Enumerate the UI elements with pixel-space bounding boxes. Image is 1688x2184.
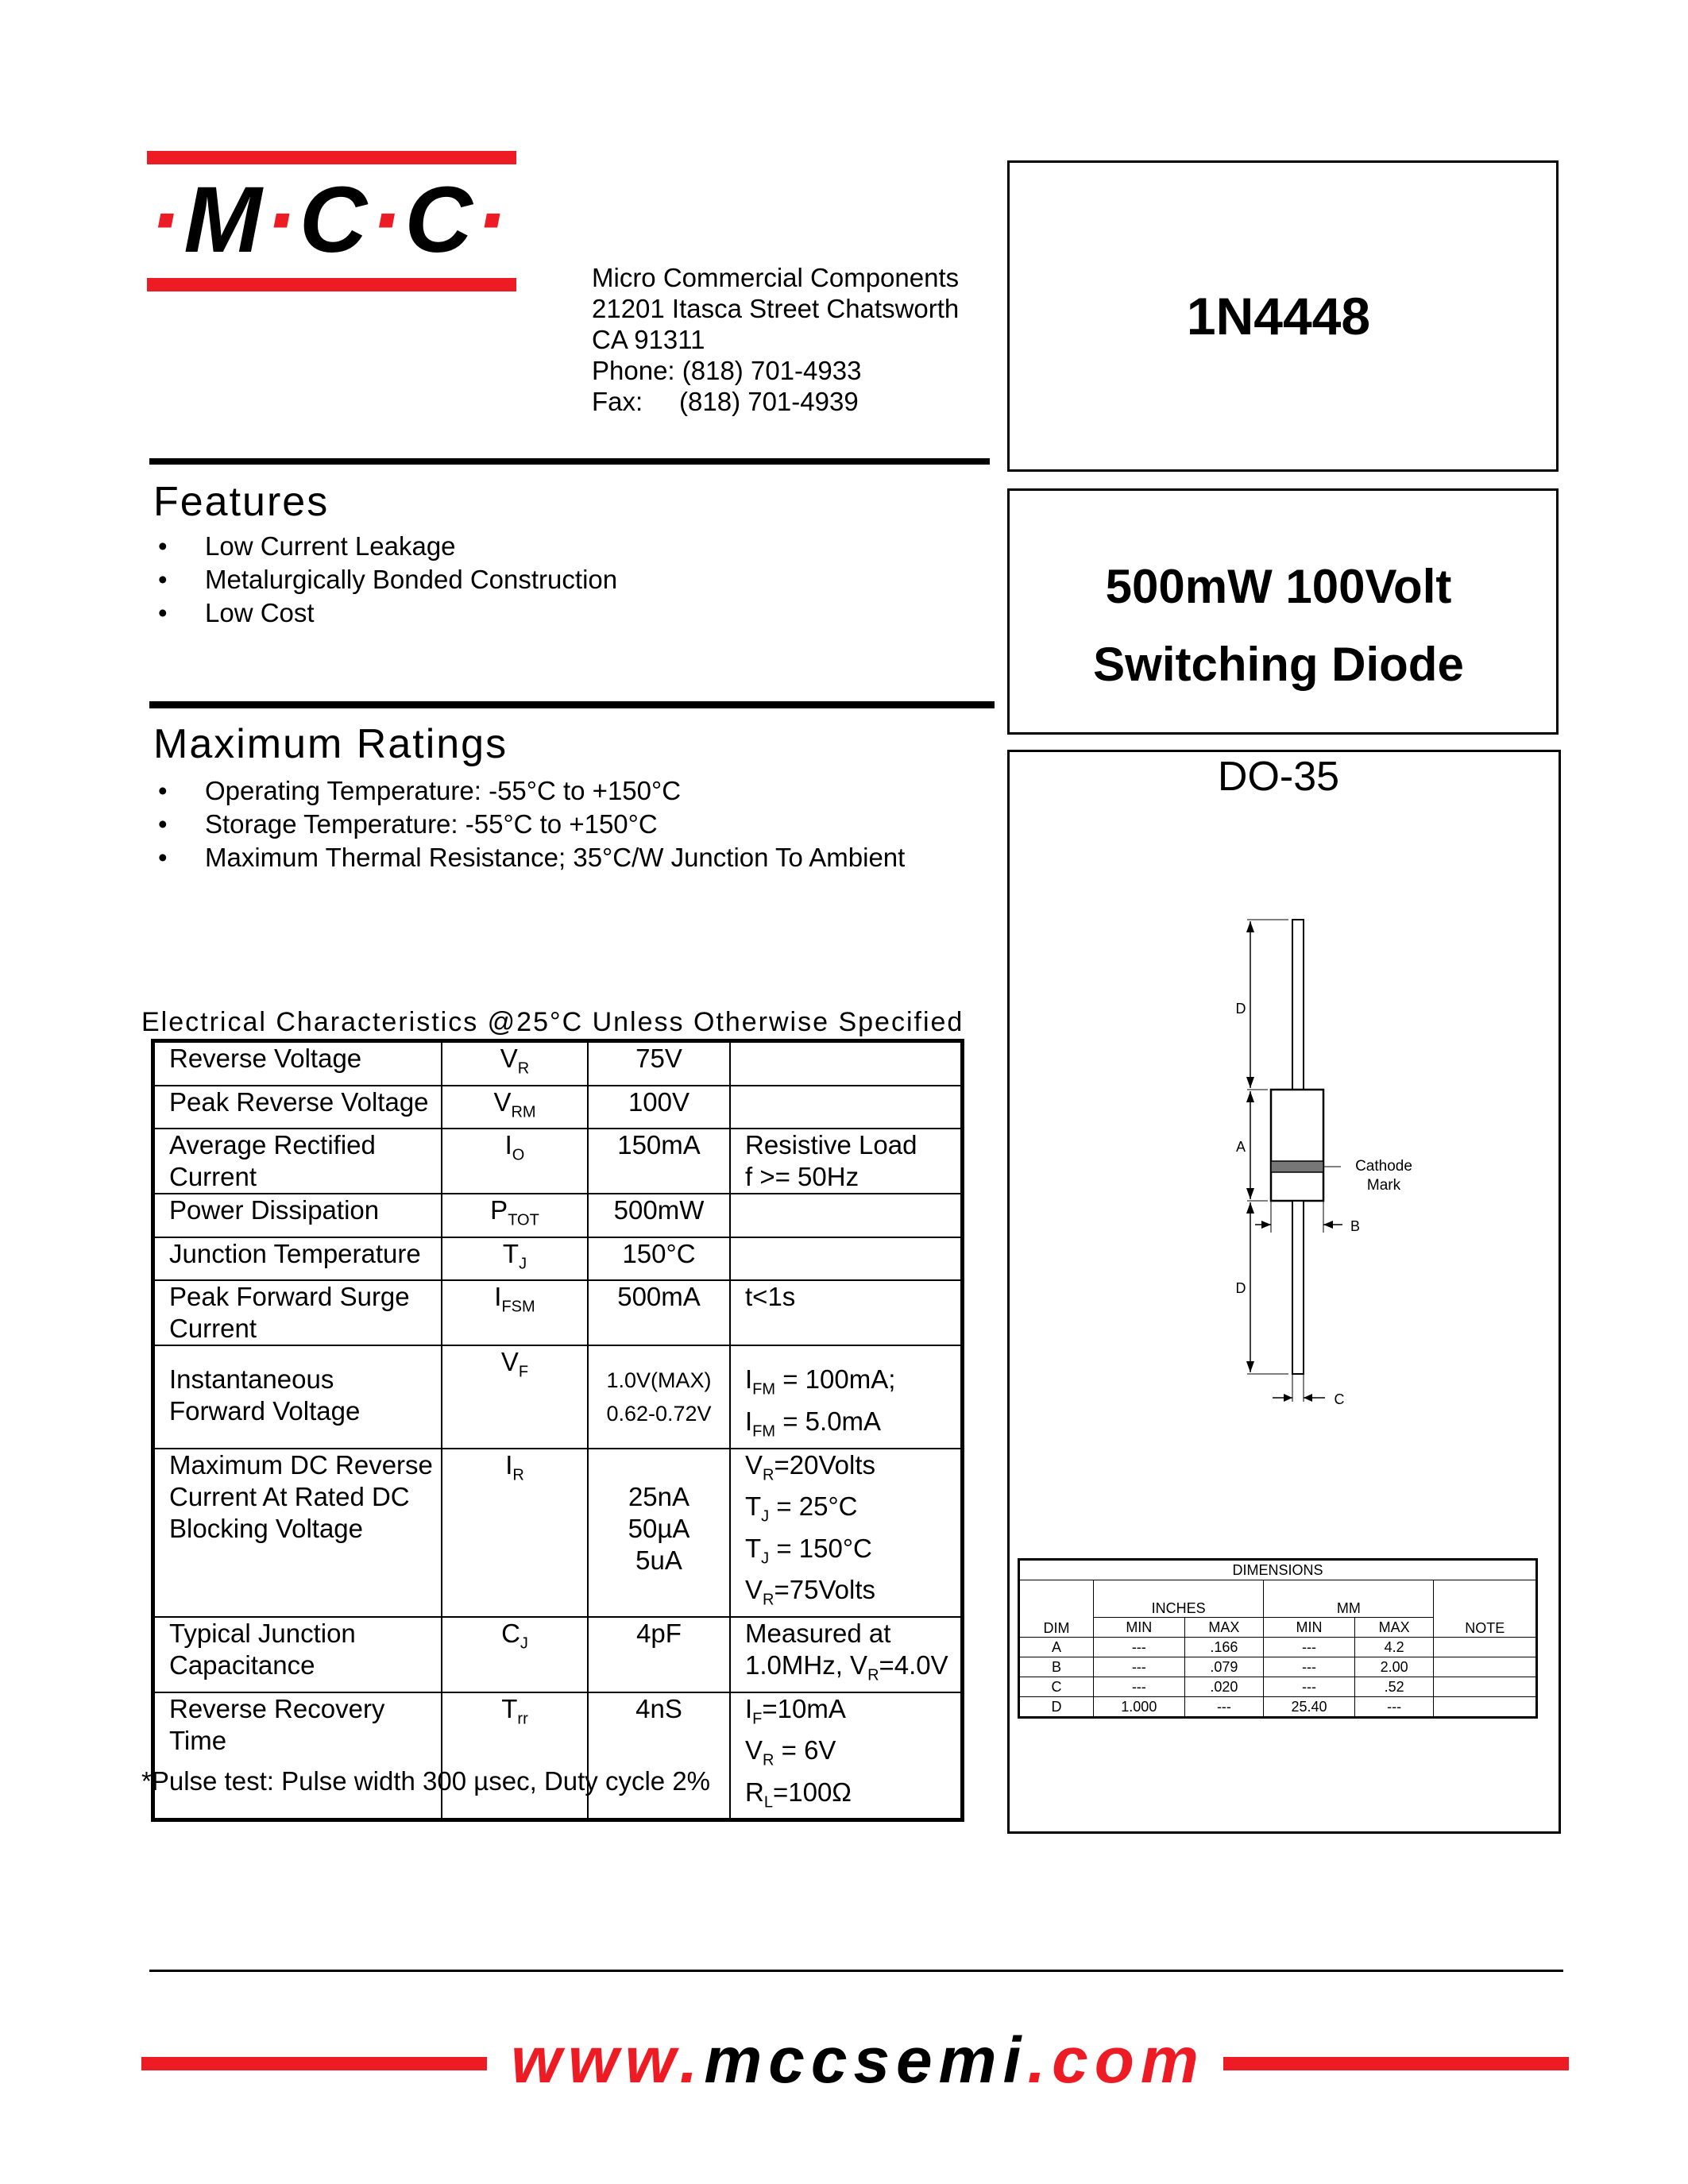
min-header: MIN — [1094, 1618, 1185, 1638]
dimension-cell — [1434, 1657, 1537, 1677]
inches-header: INCHES — [1094, 1580, 1264, 1618]
logo-top-bar — [147, 151, 516, 164]
lead-bottom — [1292, 1201, 1304, 1374]
dimensions-title: DIMENSIONS — [1019, 1560, 1537, 1580]
dimension-cell: D — [1019, 1697, 1094, 1718]
do35-outline-drawing — [1215, 905, 1454, 1422]
dim-label-d-top: D — [1235, 1001, 1246, 1017]
dimension-cell — [1434, 1697, 1537, 1718]
cathode-band — [1271, 1161, 1323, 1172]
symbol-cell: $I_O$ — [442, 1129, 588, 1194]
dimension-cell — [1434, 1638, 1537, 1657]
dimension-cell: --- — [1264, 1657, 1355, 1677]
dimension-cell: 4.2 — [1354, 1638, 1434, 1657]
address-line: CA 91311 — [592, 325, 705, 354]
dimension-cell: .52 — [1354, 1677, 1434, 1697]
value-cell: 100V — [588, 1086, 730, 1129]
note-header: NOTE — [1434, 1580, 1537, 1638]
rating-item: • Maximum Thermal Resistance; 35°C/W Junction To Ambient — [153, 841, 905, 874]
condition-line: $V_R = 6V$ — [745, 1735, 836, 1769]
condition-cell — [730, 1237, 963, 1281]
dimension-row — [1019, 1677, 1537, 1697]
condition-cell — [730, 1129, 963, 1194]
param-cell: Peak Forward Surge Current — [153, 1280, 442, 1345]
dimension-cell: 1.000 — [1094, 1697, 1185, 1718]
lead-top — [1292, 920, 1304, 1094]
part-description — [1002, 548, 1555, 704]
dim-label-b: B — [1350, 1218, 1361, 1234]
electrical-row — [153, 1129, 963, 1194]
dim-header: DIM — [1019, 1580, 1094, 1638]
dimension-cell: A — [1019, 1638, 1094, 1657]
dim-label-a: A — [1235, 1139, 1246, 1155]
feature-item: • Metalurgically Bonded Construction — [153, 563, 617, 596]
diode-body — [1271, 1090, 1323, 1201]
condition-cell — [730, 1692, 963, 1820]
dimension-cell: B — [1019, 1657, 1094, 1677]
condition-cell — [730, 1449, 963, 1617]
features-list — [153, 530, 617, 630]
electrical-row — [153, 1041, 963, 1086]
param-cell: Instantaneous Forward Voltage — [153, 1345, 442, 1448]
dim-label-c: C — [1334, 1391, 1345, 1407]
dimension-cell: 25.40 — [1264, 1697, 1355, 1718]
symbol-cell: $I_{FSM}$ — [442, 1280, 588, 1345]
electrical-row — [153, 1086, 963, 1129]
symbol-cell: $T_J$ — [442, 1237, 588, 1281]
feature-item: • Low Current Leakage — [153, 530, 617, 563]
dimension-cell: .020 — [1184, 1677, 1264, 1697]
value-cell: 4pF — [588, 1617, 730, 1692]
feature-item: • Low Cost — [153, 596, 617, 630]
param-cell: Maximum DC Reverse Current At Rated DC Blocking Voltage — [153, 1449, 442, 1617]
dimension-row — [1019, 1657, 1537, 1677]
symbol-cell: $T_{rr}$ — [442, 1692, 588, 1820]
header-divider — [149, 458, 990, 465]
electrical-row — [153, 1237, 963, 1281]
description-line: 500mW 100Volt — [1105, 560, 1452, 613]
electrical-row — [153, 1280, 963, 1345]
dimension-cell: --- — [1264, 1677, 1355, 1697]
electrical-row — [153, 1449, 963, 1617]
dimension-cell: .166 — [1184, 1638, 1264, 1657]
website-url[interactable]: www.mccsemi.com — [511, 2024, 1205, 2097]
min-header: MIN — [1264, 1618, 1355, 1638]
symbol-cell: $I_R$ — [442, 1449, 588, 1617]
description-line: Switching Diode — [1093, 638, 1464, 691]
address-line: Micro Commercial Components — [592, 263, 960, 292]
condition-cell — [730, 1280, 963, 1345]
electrical-row — [153, 1617, 963, 1692]
param-cell: Peak Reverse Voltage — [153, 1086, 442, 1129]
value-cell: 25nA 50µA 5uA — [588, 1449, 730, 1617]
value-cell: 150mA — [588, 1129, 730, 1194]
footer-right-bar — [1223, 2057, 1569, 2070]
symbol-cell: $C_J$ — [442, 1617, 588, 1692]
value-cell: 4nS — [588, 1692, 730, 1820]
mcc-logo: ·M·C·C· — [149, 168, 510, 272]
param-cell: Typical Junction Capacitance — [153, 1617, 442, 1692]
symbol-cell: $V_R$ — [442, 1041, 588, 1086]
param-cell: Junction Temperature — [153, 1237, 442, 1281]
dimension-cell: C — [1019, 1677, 1094, 1697]
condition-line: $T_J = 25^\circ C$ — [745, 1491, 858, 1526]
dimension-cell: --- — [1094, 1638, 1185, 1657]
mm-header: MM — [1264, 1580, 1434, 1618]
condition-cell — [730, 1345, 963, 1448]
dimension-cell — [1434, 1677, 1537, 1697]
condition-line: $V_R=20Volts$ — [745, 1449, 875, 1484]
features-divider — [149, 701, 995, 708]
address-line: Phone: (818) 701-4933 — [592, 356, 862, 385]
footer-left-bar — [141, 2057, 487, 2070]
condition-line: t<1s — [745, 1282, 796, 1312]
dimensions-table — [1018, 1558, 1538, 1719]
condition-cell — [730, 1041, 963, 1086]
dimension-cell: 2.00 — [1354, 1657, 1434, 1677]
max-header: MAX — [1354, 1618, 1434, 1638]
condition-line: f >= 50Hz — [745, 1162, 859, 1192]
condition-line: $R_L=100\Omega$ — [745, 1777, 852, 1812]
pulse-footnote: *Pulse test: Pulse width 300 µsec, Duty cycle 2% — [141, 1766, 711, 1796]
condition-line: $I_{FM} = 100mA$; — [745, 1364, 896, 1399]
max-ratings-heading: Maximum Ratings — [153, 721, 508, 767]
condition-line: Resistive Load — [745, 1130, 917, 1160]
electrical-table — [151, 1039, 964, 1822]
address-line: 21201 Itasca Street Chatsworth — [592, 294, 960, 323]
dimension-cell: --- — [1184, 1697, 1264, 1718]
max-header: MAX — [1184, 1618, 1264, 1638]
condition-cell — [730, 1086, 963, 1129]
max-ratings-list — [153, 774, 905, 874]
symbol-cell: $V_{RM}$ — [442, 1086, 588, 1129]
company-address — [592, 262, 959, 417]
part-number: 1N4448 — [1186, 287, 1371, 345]
dimension-row — [1019, 1697, 1537, 1718]
value-cell: 500mA — [588, 1280, 730, 1345]
dimension-row — [1019, 1638, 1537, 1657]
value-cell: 500mW — [588, 1194, 730, 1237]
dim-label-d-bottom: D — [1235, 1280, 1246, 1296]
footer-divider — [149, 1970, 1563, 1972]
condition-line: $T_J = 150^\circ C$ — [745, 1533, 872, 1568]
condition-cell — [730, 1617, 963, 1692]
dimension-cell: --- — [1354, 1697, 1434, 1718]
value-cell: 1.0V(MAX) 0.62-0.72V — [588, 1345, 730, 1448]
condition-cell — [730, 1194, 963, 1237]
cathode-mark-label: Mark — [1366, 1177, 1401, 1194]
param-cell: Reverse Voltage — [153, 1041, 442, 1086]
electrical-row — [153, 1345, 963, 1448]
param-cell: Reverse Recovery Time — [153, 1692, 442, 1820]
features-heading: Features — [153, 479, 330, 525]
param-cell: Power Dissipation — [153, 1194, 442, 1237]
condition-line: Measured at — [745, 1618, 891, 1648]
dimension-cell: .079 — [1184, 1657, 1264, 1677]
rating-item: • Operating Temperature: -55°C to +150°C — [153, 774, 905, 808]
logo-bottom-bar — [147, 278, 516, 291]
electrical-row — [153, 1194, 963, 1237]
electrical-row — [153, 1692, 963, 1820]
dimension-cell: --- — [1264, 1638, 1355, 1657]
symbol-cell: $P_{TOT}$ — [442, 1194, 588, 1237]
value-cell: 75V — [588, 1041, 730, 1086]
dimension-cell: --- — [1094, 1677, 1185, 1697]
condition-line: $I_F=10mA$ — [745, 1693, 846, 1728]
dimension-cell: --- — [1094, 1657, 1185, 1677]
rating-item: • Storage Temperature: -55°C to +150°C — [153, 808, 905, 841]
param-cell: Average Rectified Current — [153, 1129, 442, 1194]
value-cell: 150°C — [588, 1237, 730, 1281]
address-line: Fax: (818) 701-4939 — [592, 387, 859, 416]
condition-line: $V_R=75Volts$ — [745, 1575, 875, 1609]
symbol-cell: $V_F$ — [442, 1345, 588, 1448]
package-name: DO-35 — [1217, 754, 1340, 800]
cathode-mark-label: Cathode — [1355, 1158, 1412, 1175]
condition-line: $I_{FM} = 5.0mA$ — [745, 1406, 882, 1441]
electrical-title: Electrical Characteristics @25°C Unless Otherwise Specified — [141, 1007, 964, 1037]
condition-line: 1.0MHz, $V_R=4.0V$ — [745, 1650, 948, 1684]
